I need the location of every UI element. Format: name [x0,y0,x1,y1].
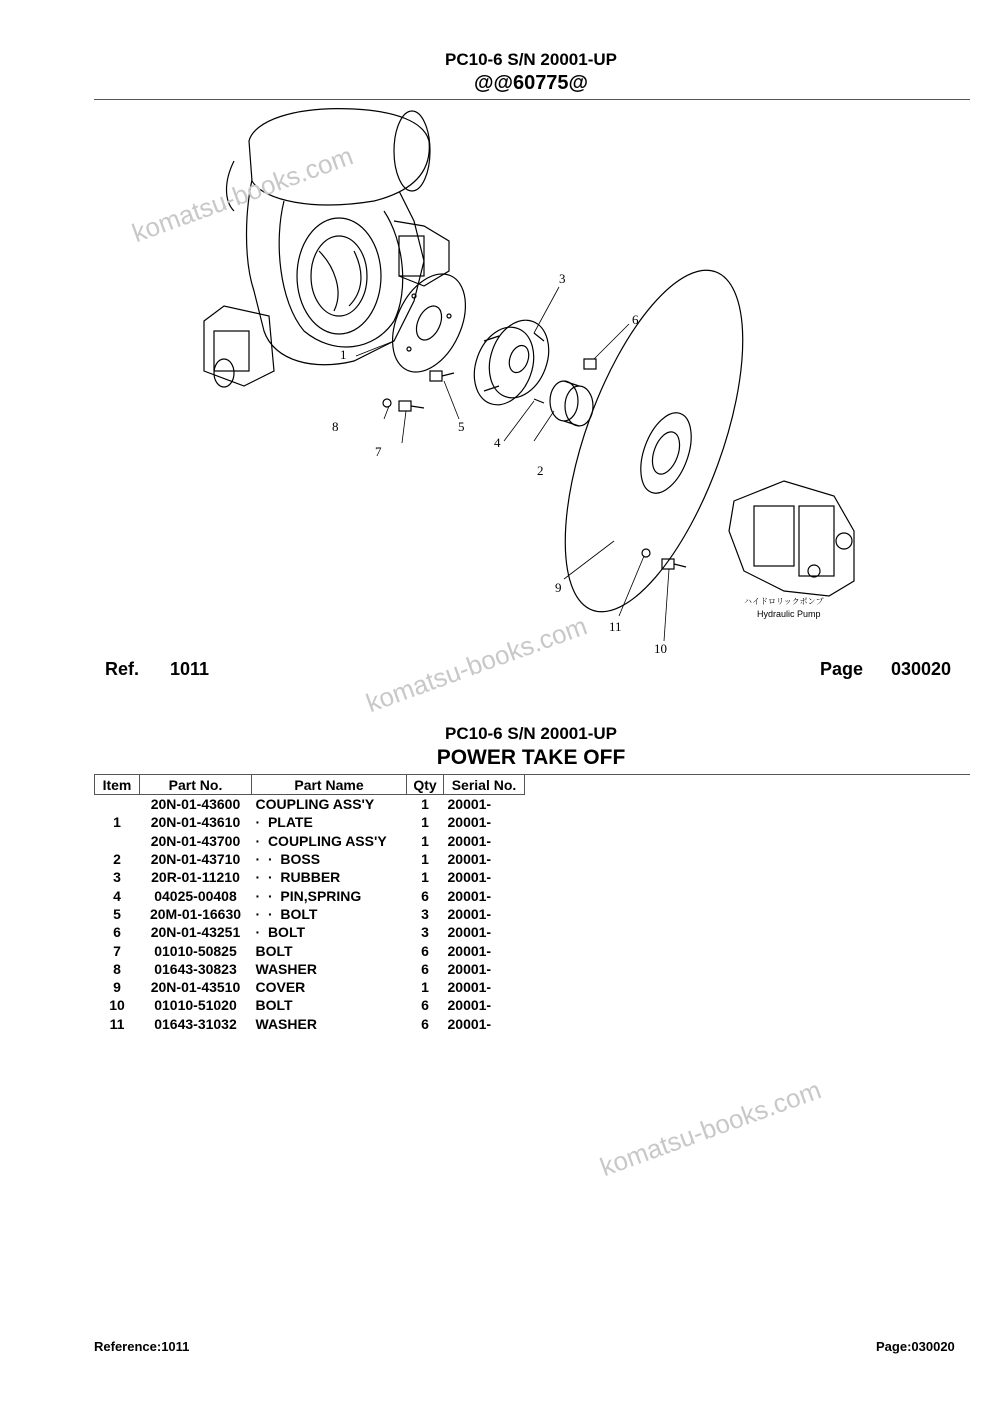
row-item: 9 [113,979,121,996]
row-qty: 6 [421,997,429,1014]
row-serial: 20001- [447,887,492,904]
footer-reference: Reference:1011 [94,1339,190,1354]
footer-page: Page:030020 [876,1339,955,1354]
row-part-no: 20R-01-11210 [151,869,240,886]
table-row [95,978,525,996]
row-serial: 20001- [447,814,492,831]
table-row [95,996,525,1014]
row-serial: 20001- [447,979,492,996]
section-model: PC10-6 S/N 20001-UP [445,724,617,743]
table-row [95,905,525,923]
ref-value: 1011 [170,659,210,679]
callout-4: 4 [494,435,501,450]
row-qty: 6 [421,960,429,977]
table-row [95,795,525,814]
row-part-name: · COUPLING ASS'Y [255,832,387,849]
row-part-no: 01010-51020 [154,997,237,1014]
watermark-3: komatsu-books.com [596,1074,825,1183]
row-part-name: · · PIN,SPRING [255,887,362,904]
row-serial: 20001- [447,869,492,886]
table-row [95,960,525,978]
row-qty: 1 [421,814,429,831]
header-item: Item [95,775,140,795]
row-item: 8 [113,960,121,977]
row-part-no: 20N-01-43251 [150,924,241,941]
page-value: 030020 [891,659,952,679]
row-serial: 20001- [447,796,492,813]
row-part-name: · · RUBBER [255,869,341,886]
row-item: 5 [113,905,121,922]
pump-label-jp: ハイドロリックポンプ [744,597,824,606]
row-part-no: 20N-01-43710 [150,851,241,868]
cover-illustration [529,249,780,634]
row-qty: 1 [421,832,429,849]
row-serial: 20001- [447,997,492,1014]
rubber-coupling-illustration [464,312,559,413]
callout-3: 3 [559,271,566,286]
callout-6: 6 [632,312,639,327]
header-part-name: Part Name [252,775,407,795]
table-row [95,832,525,850]
row-serial: 20001- [447,832,492,849]
row-item [95,832,140,850]
catalog-code: @@60775@ [473,72,589,94]
header-qty: Qty [407,775,444,795]
row-serial: 20001- [447,1015,492,1032]
row-qty: 6 [421,1015,429,1032]
row-serial: 20001- [447,905,492,922]
row-part-no: 01010-50825 [154,942,237,959]
row-part-name: · PLATE [255,814,313,831]
parts-table [94,774,525,1033]
row-item: 6 [113,924,121,941]
watermark-1: komatsu-books.com [128,140,357,249]
watermark-2: komatsu-books.com [362,610,591,719]
row-serial: 20001- [447,942,492,959]
table-row [95,1015,525,1033]
row-item: 11 [109,1015,125,1032]
callout-5: 5 [458,419,465,434]
pump-label-en: Hydraulic Pump [757,609,821,619]
row-part-no: 20N-01-43510 [150,979,241,996]
row-item: 4 [113,887,121,904]
page-label: Page [820,659,864,679]
row-part-name: · BOLT [255,924,306,941]
row-part-name: COUPLING ASS'Y [255,796,375,813]
header-serial: Serial No. [444,775,525,795]
callout-9: 9 [555,580,562,595]
table-row [95,813,525,831]
ref-label: Ref. [105,659,140,679]
table-row [95,941,525,959]
row-item: 7 [113,942,121,959]
row-item: 1 [113,814,121,831]
callout-10: 10 [654,641,667,656]
row-item [95,795,140,814]
row-qty: 6 [421,942,429,959]
row-part-name: WASHER [255,1015,317,1032]
table-row [95,868,525,886]
row-qty: 3 [421,905,429,922]
model-title: PC10-6 S/N 20001-UP [445,50,617,69]
row-serial: 20001- [447,851,492,868]
row-item: 10 [109,997,125,1014]
row-qty: 1 [421,979,429,996]
table-row [95,886,525,904]
table-row [95,850,525,868]
row-item: 3 [113,869,121,886]
callout-1: 1 [340,347,347,362]
callout-11: 11 [609,619,622,634]
row-part-no: 01643-31032 [154,1015,237,1032]
row-part-name: · · BOLT [255,905,318,922]
callout-8: 8 [332,419,339,434]
row-item: 2 [113,851,121,868]
row-part-name: COVER [255,979,306,996]
row-part-name: BOLT [255,942,293,959]
table-header-row [95,775,525,795]
table-row [95,923,525,941]
row-part-no: 20N-01-43700 [150,832,241,849]
row-part-no: 20M-01-16630 [149,905,242,922]
boss-illustration [550,381,593,426]
row-part-no: 20N-01-43610 [150,814,241,831]
header-divider [94,99,970,100]
row-qty: 1 [421,796,429,813]
callout-7: 7 [375,444,382,459]
row-part-name: BOLT [255,997,293,1014]
row-qty: 3 [421,924,429,941]
row-part-name: · · BOSS [255,851,321,868]
section-title: POWER TAKE OFF [436,746,626,769]
row-part-no: 01643-30823 [154,960,237,977]
row-serial: 20001- [447,924,492,941]
callout-2: 2 [537,463,544,478]
row-part-name: WASHER [255,960,317,977]
header-part-no: Part No. [140,775,252,795]
row-qty: 6 [421,887,429,904]
hydraulic-pump-illustration [729,481,854,596]
row-qty: 1 [421,869,429,886]
row-serial: 20001- [447,960,492,977]
row-part-no: 04025-00408 [154,887,237,904]
row-part-no: 20N-01-43600 [150,796,241,813]
row-qty: 1 [421,851,429,868]
